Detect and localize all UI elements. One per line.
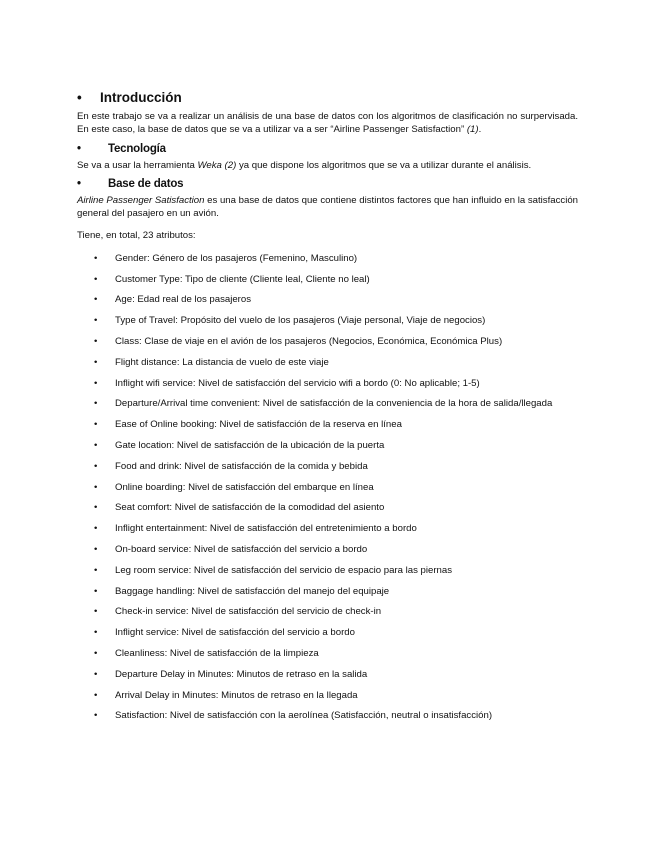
list-item [77,293,578,306]
list-item [77,647,578,660]
list-item-text: Departure Delay in Minutes: Minutos de retraso en la salida [115,668,368,680]
list-item-text: On-board service: Nivel de satisfacción del servicio a bordo [115,543,368,555]
list-bullet: • [94,419,98,431]
list-bullet: • [94,627,98,639]
heading-tecnologia [77,143,578,159]
list-item-text: Flight distance: La distancia de vuelo de este viaje [115,356,329,368]
list-item [77,543,578,556]
list-bullet: • [94,647,98,659]
list-bullet: • [94,335,98,347]
intro-text: En este trabajo se va a realizar un análisis de una base de datos con los algoritmos de clasificación no surpervisada. En este caso, la base de datos que se va a utilizar va a ser “Airline Passenger Satisfaction” [77,111,578,136]
list-item-text: Arrival Delay in Minutes: Minutos de retraso en la llegada [115,689,358,701]
tech-text-post: ya que dispone los algoritmos que se va a utilizar durante el análisis. [236,159,532,171]
list-item-text: Inflight wifi service: Nivel de satisfacción del servicio wifi a bordo (0: No aplicable; 1-5) [115,377,480,389]
list-item-text: Cleanliness: Nivel de satisfacción de la limpieza [115,647,319,659]
list-item [77,605,578,618]
list-item-text: Check-in service: Nivel de satisfacción del servicio de check-in [115,606,382,618]
list-item [77,252,578,265]
list-bullet: • [94,398,98,410]
list-item-text: Class: Clase de viaje en el avión de los pasajeros (Negocios, Económica, Económica Plus) [115,335,503,347]
document-content [77,90,578,730]
tech-text-pre: Se va a usar la herramienta [77,159,198,171]
list-item [77,356,578,369]
heading-title: Tecnología [108,142,166,155]
list-item-text: Baggage handling: Nivel de satisfacción del manejo del equipaje [115,585,390,597]
list-bullet: • [94,481,98,493]
list-item [77,501,578,514]
list-item-text: Inflight entertainment: Nivel de satisfacción del entretenimiento a bordo [115,523,417,535]
list-item [77,522,578,535]
list-item [77,377,578,390]
list-item [77,397,578,410]
list-item [77,460,578,473]
list-bullet: • [94,564,98,576]
list-item-text: Satisfaction: Nivel de satisfacción con la aerolínea (Satisfacción, neutral o insatisfacción) [115,710,493,722]
heading-bullet: • [77,177,81,190]
list-item-text: Leg room service: Nivel de satisfacción del servicio de espacio para las piernas [115,564,453,576]
list-item-text: Departure/Arrival time convenient: Nivel de satisfacción de la conveniencia de la hora de salida/llegada [115,398,553,410]
tech-paragraph [77,159,578,172]
list-bullet: • [94,315,98,327]
list-item [77,335,578,348]
list-bullet: • [94,689,98,701]
intro-paragraph [77,110,578,137]
list-bullet: • [94,460,98,472]
list-item-text: Food and drink: Nivel de satisfacción de la comida y bebida [115,460,368,472]
list-item [77,689,578,702]
list-bullet: • [94,294,98,306]
list-bullet: • [94,585,98,597]
list-item [77,564,578,577]
list-bullet: • [94,356,98,368]
list-item-text: Inflight service: Nivel de satisfacción del servicio a bordo [115,627,355,639]
list-item-text: Online boarding: Nivel de satisfacción del embarque en línea [115,481,374,493]
list-item [77,439,578,452]
heading-bullet: • [77,90,82,105]
list-item-text: Age: Edad real de los pasajeros [115,294,251,306]
list-bullet: • [94,543,98,555]
attribute-list [77,252,578,723]
list-bullet: • [94,439,98,451]
heading-bullet: • [77,142,81,155]
intro-ref: (1) [466,124,479,136]
list-bullet: • [94,710,98,722]
db-text: es una base de datos que contiene distintos factores que han influido en la satisfacción general del pasajero en un avión. [77,194,579,220]
heading-base-de-datos [77,178,578,194]
list-item [77,418,578,431]
list-item [77,273,578,286]
list-item-text: Seat comfort: Nivel de satisfacción de la comodidad del asiento [115,502,385,514]
list-item [77,314,578,327]
heading-title: Introducción [100,90,182,105]
list-bullet: • [94,377,98,389]
list-bullet: • [94,668,98,680]
heading-title: Base de datos [108,177,184,190]
list-item [77,626,578,639]
list-bullet: • [94,606,98,618]
attribute-count-text: Tiene, en total, 23 atributos: [77,230,196,242]
list-item [77,668,578,681]
db-name: Airline Passenger Satisfaction [77,194,205,206]
list-item-text: Type of Travel: Propósito del vuelo de los pasajeros (Viaje personal, Viaje de negocios) [115,315,486,327]
heading-introduccion [77,90,578,110]
list-item-text: Gate location: Nivel de satisfacción de la ubicación de la puerta [115,439,385,451]
intro-tail: . [478,124,482,136]
list-item [77,585,578,598]
list-item [77,709,578,722]
tech-tool: Weka (2) [197,159,237,171]
list-item [77,481,578,494]
list-bullet: • [94,273,98,285]
list-item-text: Gender: Género de los pasajeros (Femenino, Masculino) [115,252,358,264]
list-item-text: Customer Type: Tipo de cliente (Cliente leal, Cliente no leal) [115,273,370,285]
list-bullet: • [94,523,98,535]
db-paragraph [77,194,578,221]
list-item-text: Ease of Online booking: Nivel de satisfacción de la reserva en línea [115,419,402,431]
list-bullet: • [94,502,98,514]
list-bullet: • [94,252,98,264]
